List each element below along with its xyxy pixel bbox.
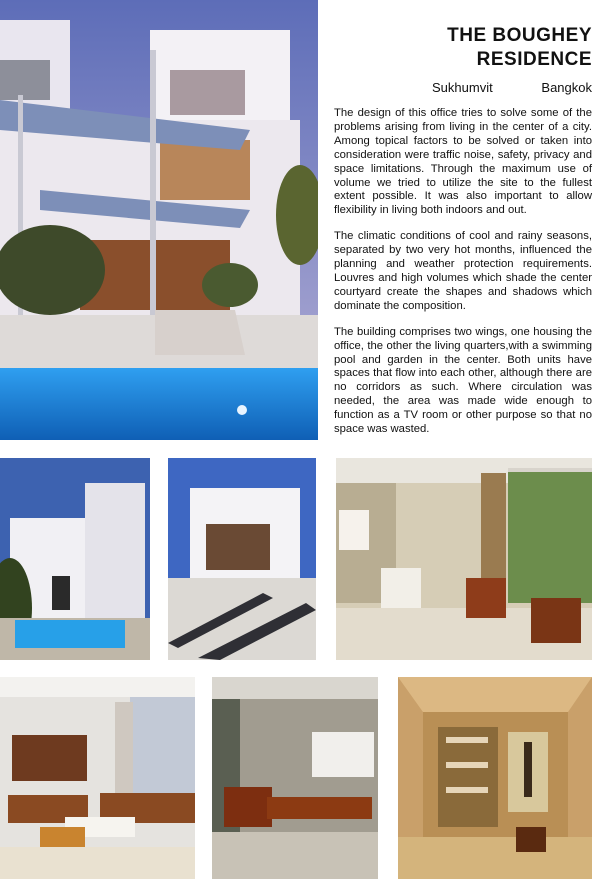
lounge-photo [0,677,195,879]
pool-courtyard-photo [0,458,150,660]
title-line-2: RESIDENCE [476,49,592,70]
living-room-photo [336,458,592,660]
paragraph-2: The climatic conditions of cool and rainy seasons, separated by two very hot months, influenced the planning and weather protection requirements. Louvres and high volumes which shade the center courtyard create the shapes and shadows which dominate the composition. [334,230,592,312]
paragraph-1: The design of this office tries to solve some of the problems arising from living in the center of a city. Among topical factors to be solved or taken into consideration were traffic noise, safety, privacy and space limitations. Through the maximum use of volume we tried to utilize the site to the fullest extent possible. It was also important to allow flexibility in living both indoors and out. [334,107,592,217]
courtyard-louvres-photo [168,458,316,660]
sitting-area-photo [212,677,378,879]
title-line-1: THE BOUGHEY [447,25,592,46]
paragraph-3: The building comprises two wings, one housing the office, the other the living quarters,with a swimming pool and garden in the center. Both units have spaces that flow into each other, although there are no corridors as such. Where circulation was needed, the area was made wide enough to function as a TV room or other purpose so that no space was wasted. [334,325,592,436]
location-line [432,80,592,95]
location-left: Sukhumvit [432,80,493,95]
tatami-room-photo [398,677,592,879]
main-exterior-photo [0,0,318,440]
page-title [400,24,592,72]
location-right: Bangkok [541,80,592,95]
description-text [334,107,592,449]
